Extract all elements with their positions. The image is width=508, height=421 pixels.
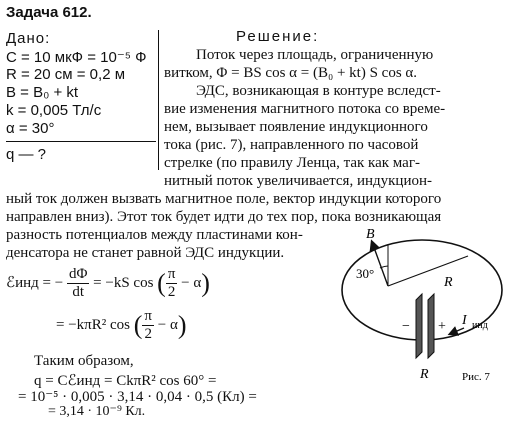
given-field: B = B₀ + kt <box>6 84 79 101</box>
label-radius: R <box>444 275 453 290</box>
fraction-denominator: 2 <box>167 284 176 300</box>
fraction-numerator: π <box>144 308 152 324</box>
given-vertical-divider <box>158 30 159 170</box>
solution-line: витком, Φ = BS cos α = (B₀ + kt) S cos α. <box>164 65 418 81</box>
fraction-denominator: dt <box>72 284 84 300</box>
emf-middle: = −kS cos <box>93 274 154 291</box>
fraction-denominator: 2 <box>144 326 152 342</box>
solution-line: ный ток должен вызвать магнитное поле, вектор индукции которого <box>6 191 442 207</box>
label-angle: 30° <box>356 266 375 281</box>
given-angle: α = 30° <box>6 120 55 137</box>
emf-formula-line2 <box>56 308 187 343</box>
charge-substitution: = 10⁻⁵ · 0,005 · 3,14 · 0,04 · 0,5 (Кл) = <box>18 389 257 405</box>
fraction-numerator: dΦ <box>68 266 88 282</box>
charge-formula: q = Cℰинд = CkπR² cos 60° = <box>34 373 217 389</box>
emf-line2-prefix: = −kπR² cos <box>56 316 130 333</box>
solution-line: денсатора не станет равной ЭДС индукции. <box>6 245 285 261</box>
emf-formula-line1 <box>6 266 210 301</box>
solution-line: стрелке (по правилу Ленца, так как маг- <box>164 155 420 171</box>
radius-line <box>388 256 468 286</box>
solution-heading: Решение: <box>236 28 320 45</box>
given-heading: Дано: <box>6 30 51 47</box>
label-plus: + <box>438 319 446 334</box>
given-capacitance: C = 10 мкФ = 10⁻⁵ Ф <box>6 49 147 66</box>
solution-line: ЭДС, возникающая в контуре вследст- <box>196 83 441 99</box>
dphi-dt-fraction <box>67 266 89 301</box>
emf-lhs: ℰинд = − <box>6 274 64 291</box>
solution-line: направлен вниз). Этот ток будет идти до тех пор, пока возникающая <box>6 209 442 225</box>
label-r-bottom: R <box>420 367 429 382</box>
thus-label: Таким образом, <box>34 353 134 369</box>
open-paren: ( <box>157 268 166 298</box>
label-minus: − <box>402 319 410 334</box>
charge-result: = 3,14 · 10⁻⁹ Кл. <box>48 404 146 419</box>
find-quantity: q — ? <box>6 146 47 163</box>
solution-line: Поток через площадь, ограниченную <box>196 47 434 63</box>
close-paren: ) <box>201 268 210 298</box>
problem-title: Задача 612. <box>6 4 92 21</box>
solution-line: тока (рис. 7), направленного по часовой <box>164 137 419 153</box>
figure-caption: Рис. 7 <box>462 371 490 383</box>
solution-line: нитный поток увеличивается, индукцион- <box>164 173 433 189</box>
solution-line: разность потенциалов между пластинами кон- <box>6 227 303 243</box>
emf-tail: − α <box>181 274 202 291</box>
pi-over-2-fraction <box>142 308 154 343</box>
solution-line: нем, вызывает появление индукционного <box>164 119 428 135</box>
open-paren: ( <box>133 310 143 340</box>
emf-tail: − α <box>157 316 178 333</box>
capacitor-plate-right <box>428 294 434 358</box>
label-i: I <box>462 313 467 328</box>
solution-line: вие изменения магнитного потока со време- <box>164 101 446 117</box>
figure-7 <box>336 220 504 395</box>
given-rate: k = 0,005 Тл/с <box>6 102 102 119</box>
b-vector-arrow <box>372 242 388 286</box>
label-b: B <box>366 227 375 242</box>
fraction-numerator: π <box>167 266 176 282</box>
given-radius: R = 20 см = 0,2 м <box>6 66 126 83</box>
pi-over-2-fraction <box>166 266 178 301</box>
close-paren: ) <box>177 310 187 340</box>
capacitor-plate-left <box>416 294 422 358</box>
label-i-sub: инд <box>472 320 488 331</box>
given-divider <box>6 141 156 142</box>
